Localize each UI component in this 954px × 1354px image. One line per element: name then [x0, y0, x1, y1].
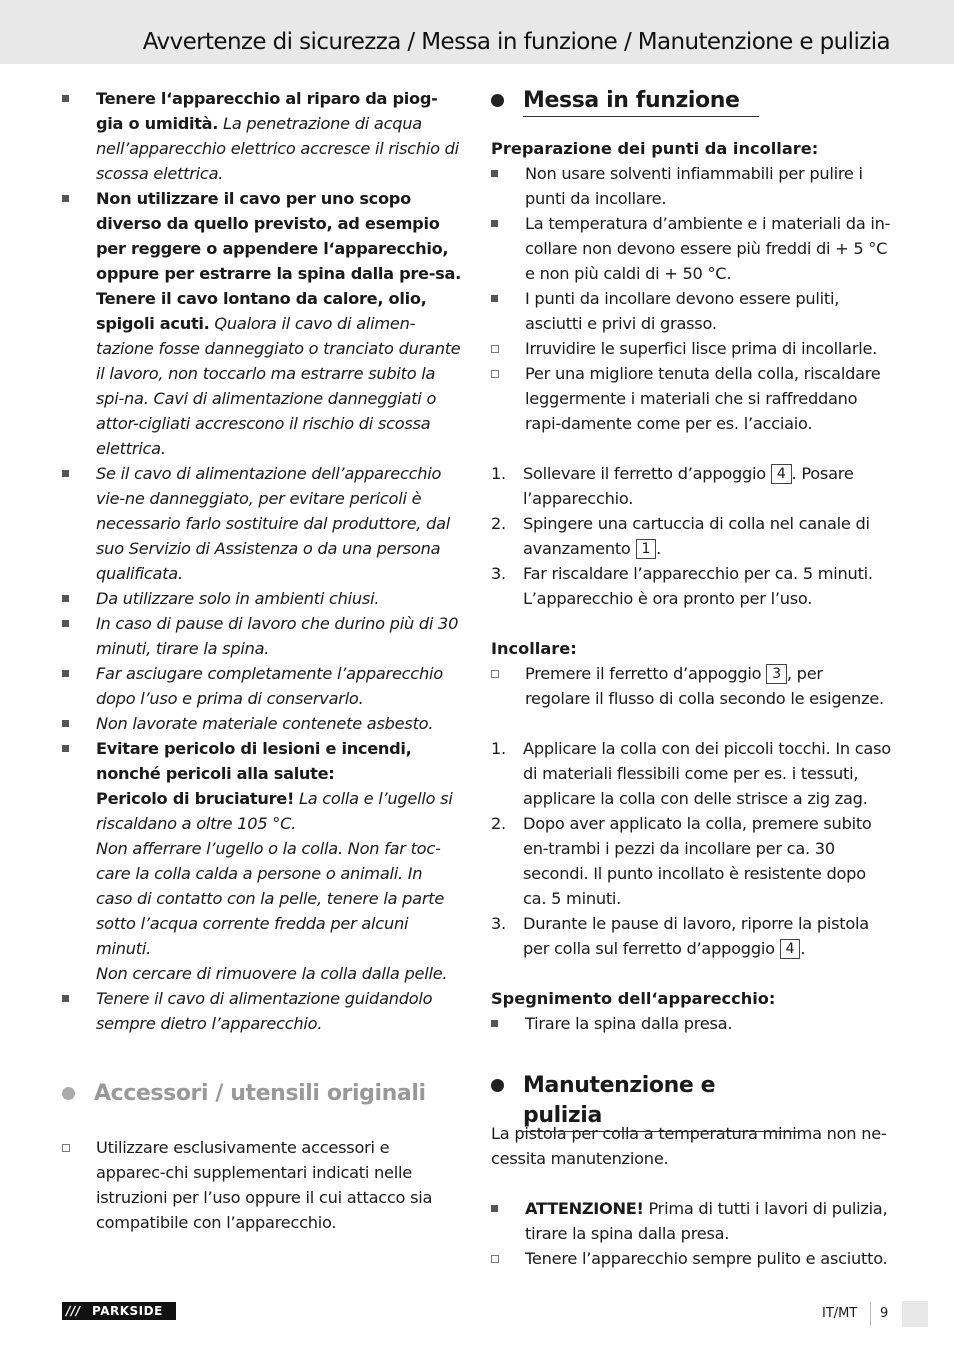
part-number-box: 1: [636, 539, 657, 559]
list-item: Non utilizzare il cavo per uno scopo diverso da quello previsto, ad esempio per reggere o appendere l‘apparecchio, oppure per estrarre la spina dalla pre-sa. Tenere il cavo lontano da calore, olio, spigoli acuti. Qualora il cavo di alimen-tazione fosse danneggiato o tranciato durante il lavoro, non toccarlo ma estrarre subito la spi-na. Cavi di alimentazione danneggiati o attor-cigliati accrescono il rischio di scossa elettrica.: [62, 186, 462, 461]
square-bullet-icon: [491, 1205, 498, 1212]
list-item: La temperatura d’ambiente e i materiali da in-collare non devono essere più freddi di + 5 °C e non più caldi di + 50 °C.: [491, 211, 891, 286]
part-number-box: 4: [771, 464, 792, 484]
open-square-bullet-icon: [491, 670, 499, 678]
list-item: Premere il ferretto d’appoggio 3 , per regolare il flusso di colla secondo le esigenze.: [491, 661, 891, 711]
left-column: [62, 86, 462, 1235]
square-bullet-icon: [491, 170, 498, 177]
list-item: Tirare la spina dalla presa.: [491, 1011, 891, 1036]
square-bullet-icon: [62, 995, 69, 1002]
footer-tab-marker: [902, 1301, 928, 1327]
list-item: In caso di pause di lavoro che durino più di 30 minuti, tirare la spina.: [62, 611, 462, 661]
square-bullet-icon: [62, 670, 69, 677]
square-bullet-icon: [491, 1020, 498, 1027]
bullet-dot-icon: [62, 1087, 75, 1100]
open-square-bullet-icon: [62, 1144, 70, 1152]
right-column: [491, 86, 891, 1271]
footer-divider: [870, 1302, 871, 1326]
section-heading-accessories: Accessori / utensili originali: [62, 1079, 462, 1111]
section-heading-maintenance: Manutenzione e pulizia: [491, 1071, 891, 1103]
list-item: Non usare solventi infiammabili per pulire i punti da incollare.: [491, 161, 891, 211]
maintenance-text: La pistola per colla a temperatura minima non ne-cessita manutenzione.: [491, 1124, 887, 1168]
list-item: I punti da incollare devono essere puliti, asciutti e privi di grasso.: [491, 286, 891, 336]
square-bullet-icon: [62, 620, 69, 627]
square-bullet-icon: [491, 220, 498, 227]
subheading-switch-off: Spegnimento dell‘apparecchio:: [491, 989, 776, 1008]
numbered-step: 1. Sollevare il ferretto d’appoggio 4 . Posare l’apparecchio.: [491, 464, 854, 508]
list-item: Irruvidire le superfici lisce prima di incollarle.: [491, 336, 891, 361]
subheading-preparation: Preparazione dei punti da incollare:: [491, 139, 819, 158]
list-item: Per una migliore tenuta della colla, riscaldare leggermente i materiali che si raffreddano rapi-damente come per es. l’acciaio.: [491, 361, 891, 436]
open-square-bullet-icon: [491, 1255, 499, 1263]
brand-logo: /// PARKSIDE: [62, 1302, 176, 1320]
list-item: Far asciugare completamente l’apparecchio dopo l’uso e prima di conservarlo.: [62, 661, 462, 711]
square-bullet-icon: [491, 295, 498, 302]
square-bullet-icon: [62, 470, 69, 477]
numbered-step: 2. Spingere una cartuccia di colla nel canale di avanzamento 1 .: [491, 514, 870, 558]
numbered-step: 3. Durante le pause di lavoro, riporre la pistola per colla sul ferretto d’appoggio 4 .: [491, 914, 869, 958]
part-number-box: 3: [766, 664, 787, 684]
square-bullet-icon: [62, 720, 69, 727]
list-item: Utilizzare esclusivamente accessori e apparec-chi supplementari indicati nelle istruzioni per l’uso oppure il cui attacco sia compatibile con l’apparecchio.: [62, 1135, 462, 1235]
section-heading-setup: Messa in funzione: [491, 86, 891, 118]
square-bullet-icon: [62, 595, 69, 602]
numbered-step: 2. Dopo aver applicato la colla, premere subito en-trambi i pezzi da incollare per ca. 30 secondi. Il punto incollato è resistente dopo ca. 5 minuti.: [491, 814, 872, 908]
page-number: 9: [880, 1306, 889, 1321]
square-bullet-icon: [62, 195, 69, 202]
list-item: Da utilizzare solo in ambienti chiusi.: [62, 586, 462, 611]
numbered-step: 1. Applicare la colla con dei piccoli tocchi. In caso di materiali flessibili come per es. i tessuti, applicare la colla con delle strisce a zig zag.: [491, 739, 891, 808]
list-item: Non lavorate materiale contenete asbesto.: [62, 711, 462, 736]
bullet-dot-icon: [491, 94, 504, 107]
list-item: Tenere l‘apparecchio al riparo da piog- gia o umidità. La penetrazione di acqua nell’apparecchio elettrico accresce il rischio di scossa elettrica.: [62, 86, 462, 186]
list-item: Se il cavo di alimentazione dell’apparecchio vie-ne danneggiato, per evitare pericoli è necessario farlo sostituire dal produttore, dal suo Servizio di Assistenza o da una persona qualificata.: [62, 461, 462, 586]
numbered-step: 3. Far riscaldare l’apparecchio per ca. 5 minuti. L’apparecchio è ora pronto per l’uso.: [491, 564, 873, 608]
bullet-dot-icon: [491, 1079, 504, 1092]
page-title: Avvertenze di sicurezza / Messa in funzione / Manutenzione e pulizia: [142, 29, 890, 55]
square-bullet-icon: [62, 95, 69, 102]
square-bullet-icon: [62, 745, 69, 752]
page-header: [0, 0, 954, 64]
language-code: IT/MT: [822, 1306, 858, 1321]
open-square-bullet-icon: [491, 370, 499, 378]
list-item: Evitare pericolo di lesioni e incendi, nonché pericoli alla salute: Pericolo di bruciature! La colla e l’ugello si riscaldano a oltre 105 °C. Non afferrare l’ugello o la colla. Non far toc-care la colla calda a persone o animali. In caso di contatto con la pelle, tenere la parte sotto l’acqua corrente fredda per alcuni minuti. Non cercare di rimuovere la colla dalla pelle.: [62, 736, 462, 986]
subheading-glue: Incollare:: [491, 639, 577, 658]
list-item: Tenere l’apparecchio sempre pulito e asciutto.: [491, 1246, 891, 1271]
part-number-box: 4: [780, 939, 801, 959]
open-square-bullet-icon: [491, 345, 499, 353]
list-item: Tenere il cavo di alimentazione guidandolo sempre dietro l’apparecchio.: [62, 986, 462, 1036]
list-item: ATTENZIONE! Prima di tutti i lavori di pulizia, tirare la spina dalla presa.: [491, 1196, 891, 1246]
